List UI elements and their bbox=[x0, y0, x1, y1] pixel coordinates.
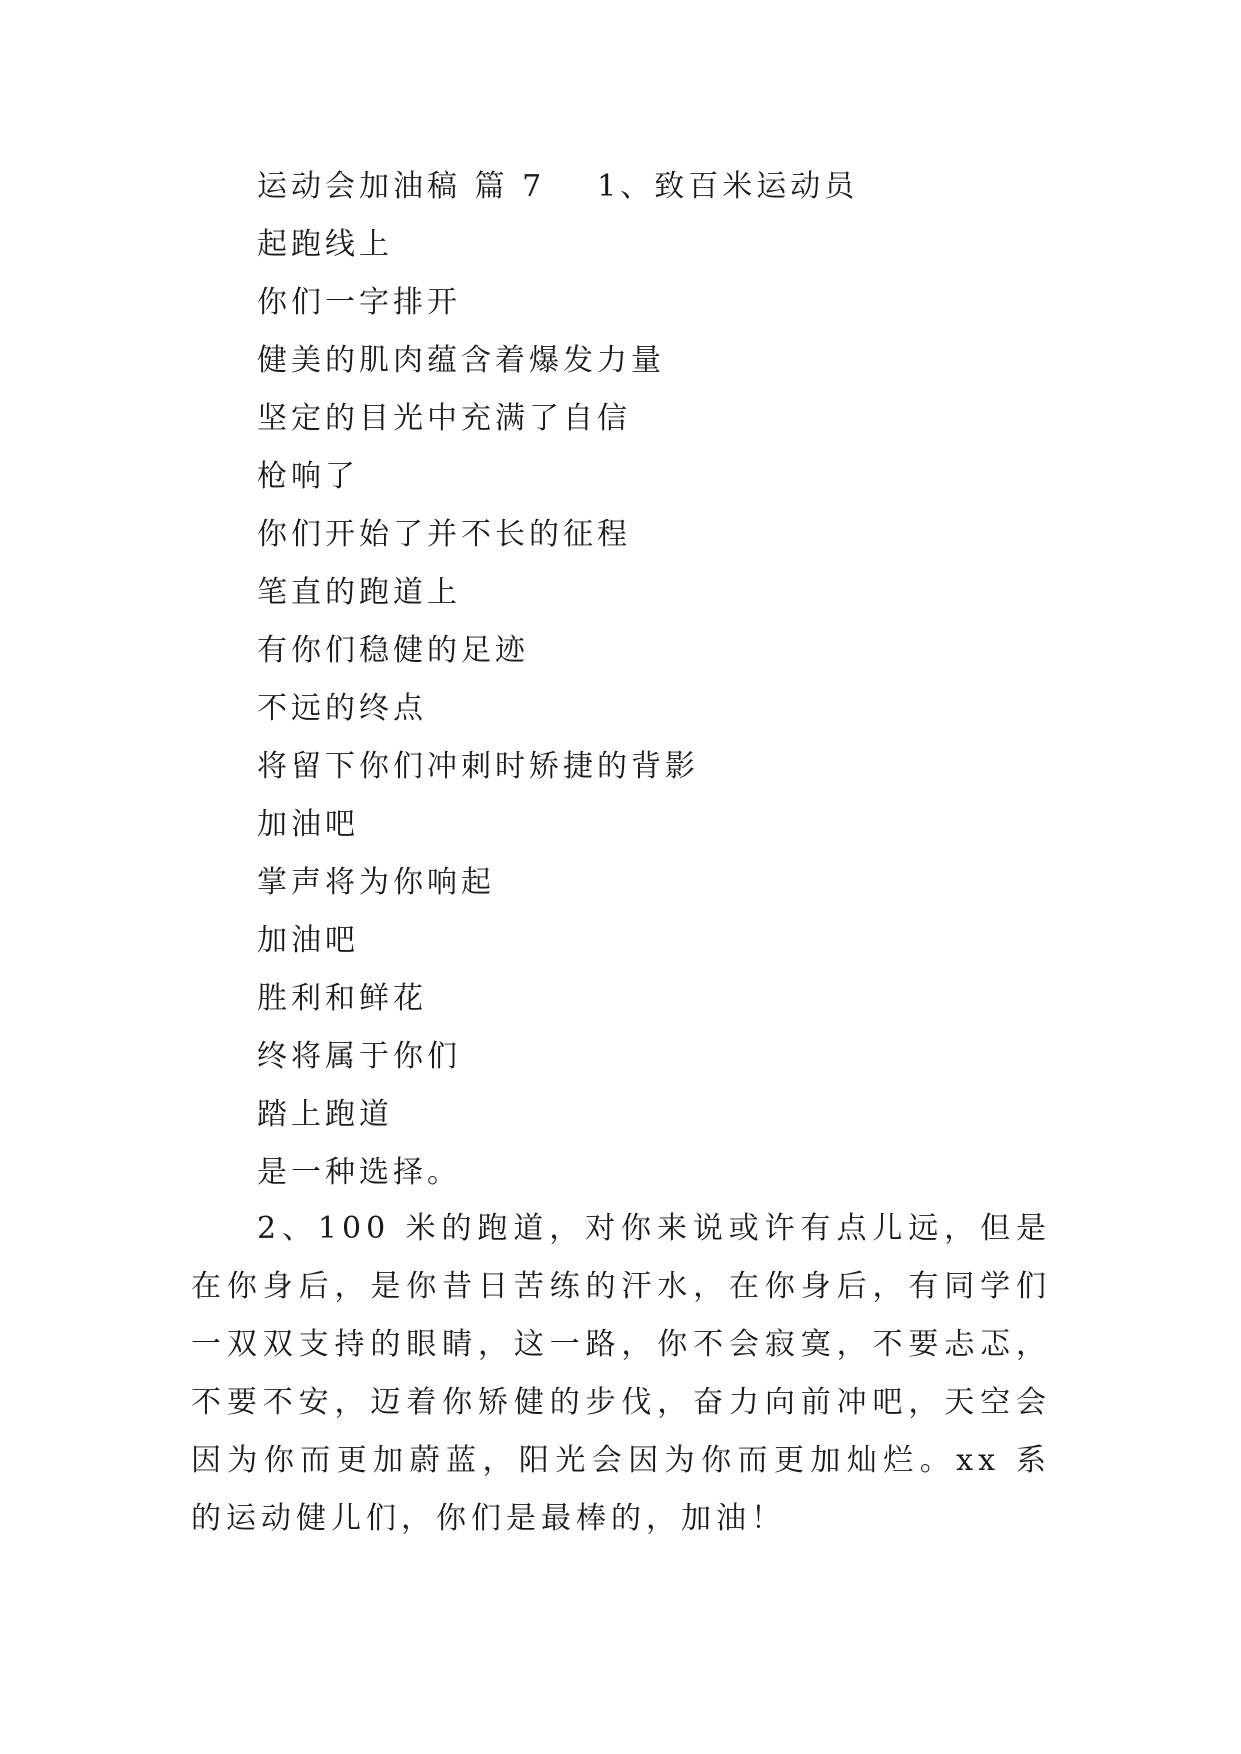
poem-line: 加油吧 bbox=[257, 923, 359, 958]
poem-line: 有你们稳健的足迹 bbox=[257, 633, 529, 668]
poem-line: 踏上跑道 bbox=[257, 1097, 393, 1132]
poem-line: 你们开始了并不长的征程 bbox=[257, 517, 631, 552]
poem-line: 胜利和鲜花 bbox=[257, 981, 427, 1016]
poem-line: 笔直的跑道上 bbox=[257, 575, 461, 610]
poem-line: 枪响了 bbox=[257, 459, 359, 494]
heading-line bbox=[257, 158, 858, 216]
poem-line: 终将属于你们 bbox=[257, 1039, 461, 1074]
poem-line: 是一种选择。 bbox=[257, 1155, 461, 1190]
poem-line: 掌声将为你响起 bbox=[257, 865, 495, 900]
poem-line: 不远的终点 bbox=[257, 691, 427, 726]
poem-title: 1、致百米运动员 bbox=[597, 169, 859, 204]
poem-line: 健美的肌肉蕴含着爆发力量 bbox=[257, 343, 665, 378]
poem-line: 加油吧 bbox=[257, 807, 359, 842]
poem-line: 你们一字排开 bbox=[257, 285, 461, 320]
poem-line: 起跑线上 bbox=[257, 227, 393, 262]
body-paragraph: 2、100 米的跑道，对你来说或许有点儿远，但是在你身后，是你昔日苦练的汗水，在你身后，有同学们一双双支持的眼睛，这一路，你不会寂寞，不要忐忑，不要不安，迈着你矫健的步伐，奋力向前冲吧，天空会因为你而更加蔚蓝，阳光会因为你而更加灿烂。xx 系的运动健儿们，你们是最棒的，加油！ bbox=[191, 1211, 1051, 1536]
poem-line: 将留下你们冲刺时矫捷的背影 bbox=[257, 749, 699, 784]
article-title: 运动会加油稿 篇 7 bbox=[257, 169, 546, 204]
poem-line: 坚定的目光中充满了自信 bbox=[257, 401, 631, 436]
poem-lines bbox=[257, 216, 699, 1202]
